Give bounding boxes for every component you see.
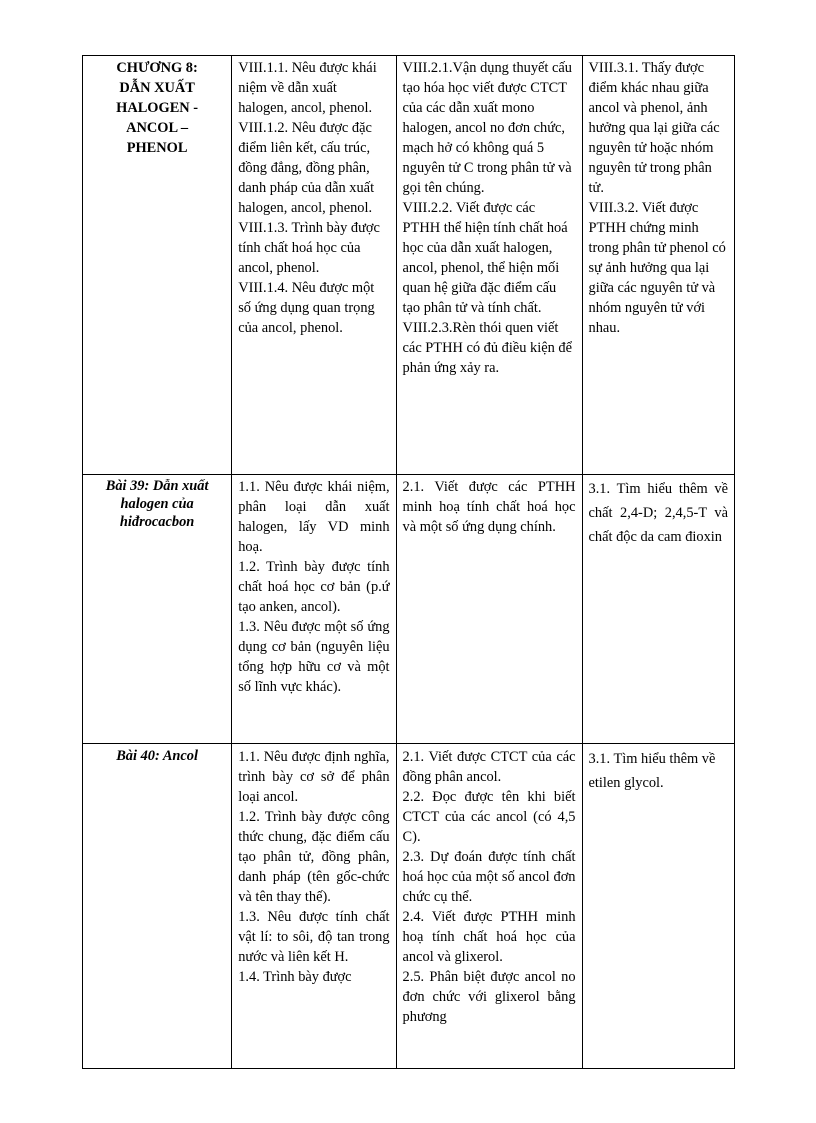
lesson-title-line: Bài 39: Dẫn xuất: [105, 478, 209, 494]
chapter-title-line: HALOGEN -: [116, 100, 199, 116]
lesson-title-cell: [83, 744, 232, 1069]
objective-item: 1.1. Nêu được khái niệm, phân loại dẫn xuất halogen, lấy VD minh hoạ.: [238, 479, 390, 555]
objective-item: 3.1. Tìm hiểu thêm về etilen glycol.: [588, 751, 716, 791]
skill-objectives-cell: [396, 475, 582, 744]
objective-item: 1.2. Trình bày được tính chất hoá học cơ bản (p.ứ tạo anken, ancol).: [238, 559, 390, 615]
objective-item: 2.1. Viết được CTCT của các đồng phân ancol.: [402, 749, 576, 785]
objective-item: 2.4. Viết được PTHH minh hoạ tính chất hoá học của ancol và glixerol.: [402, 909, 576, 965]
curriculum-table: [82, 55, 735, 1069]
advanced-objectives-cell: [582, 56, 734, 475]
objective-item: VIII.3.1. Thấy được điểm khác nhau giữa ancol và phenol, ảnh hưởng qua lại giữa các nguyên tử hoặc nhóm nguyên tử trong phân tử.: [588, 60, 720, 196]
lesson-title-cell: [83, 475, 232, 744]
objective-item: 1.2. Trình bày được công thức chung, đặc điểm cấu tạo phân tử, đồng phân, danh pháp (tên gốc-chức và tên thay thế).: [238, 809, 390, 905]
advanced-objectives-cell: [582, 744, 734, 1069]
objective-item: VIII.2.3.Rèn thói quen viết các PTHH có đủ điều kiện để phản ứng xảy ra.: [402, 320, 572, 376]
objective-item: VIII.3.2. Viết được PTHH chứng minh trong phân tử phenol có sự ảnh hưởng qua lại giữa các nguyên tử và nhóm nguyên tử với nhau.: [588, 200, 726, 336]
chapter-title-line: PHENOL: [126, 140, 188, 156]
chapter-title-line: ANCOL –: [126, 120, 189, 136]
table-row-chapter-8: [83, 56, 735, 475]
objective-item: 2.2. Đọc được tên khi biết CTCT của các ancol (có 4,5 C).: [402, 789, 576, 845]
objective-item: 2.5. Phân biệt được ancol no đơn chức với glixerol bằng phương: [402, 969, 576, 1025]
knowledge-objectives-cell: [232, 56, 396, 475]
lesson-title-line: hiđrocacbon: [119, 514, 195, 530]
skill-objectives-cell: [396, 744, 582, 1069]
objective-item: 1.4. Trình bày được: [238, 969, 352, 985]
lesson-title-line: halogen của: [120, 496, 194, 512]
objective-item: 1.1. Nêu được định nghĩa, trình bày cơ sở để phân loại ancol.: [238, 749, 390, 805]
advanced-objectives-cell: [582, 475, 734, 744]
chapter-title-line: DẪN XUẤT: [119, 80, 195, 96]
objective-item: 2.3. Dự đoán được tính chất hoá học của một số ancol đơn chức cụ thể.: [402, 849, 576, 905]
objective-item: VIII.1.4. Nêu được một số ứng dụng quan trọng của ancol, phenol.: [238, 280, 375, 336]
table-row-lesson-40: [83, 744, 735, 1069]
objective-item: VIII.2.2. Viết được các PTHH thể hiện tính chất hoá học của dẫn xuất halogen, ancol, phenol, thể hiện mối quan hệ giữa đặc điểm cấu tạo phân tử và tính chất.: [402, 200, 568, 316]
objective-item: 3.1. Tìm hiểu thêm về chất 2,4-D; 2,4,5-T và chất độc da cam đioxin: [588, 481, 728, 545]
table-row-lesson-39: [83, 475, 735, 744]
chapter-title-cell: [83, 56, 232, 475]
objective-item: VIII.1.3. Trình bày được tính chất hoá học của ancol, phenol.: [238, 220, 380, 276]
lesson-title-line: Bài 40: Ancol: [116, 748, 199, 764]
objective-item: 1.3. Nêu được một số ứng dụng cơ bản (nguyên liệu tổng hợp hữu cơ và một số lĩnh vực khác).: [238, 619, 390, 695]
objective-item: 2.1. Viết được các PTHH minh hoạ tính chất hoá học và một số ứng dụng chính.: [402, 479, 576, 535]
knowledge-objectives-cell: [232, 475, 396, 744]
knowledge-objectives-cell: [232, 744, 396, 1069]
objective-item: VIII.2.1.Vận dụng thuyết cấu tạo hóa học viết được CTCT của các dẫn xuất mono halogen, ancol no đơn chức, mạch hở có không quá 5 nguyên tử C trong phân tử và gọi tên chúng.: [402, 60, 572, 196]
objective-item: VIII.1.1. Nêu được khái niệm về dẫn xuất halogen, ancol, phenol.: [238, 60, 377, 116]
objective-item: 1.3. Nêu được tính chất vật lí: to sôi, độ tan trong nước và liên kết H.: [238, 909, 390, 965]
objective-item: VIII.1.2. Nêu được đặc điểm liên kết, cấu trúc, đồng đẳng, đồng phân, danh pháp của dẫn xuất halogen, ancol, phenol.: [238, 120, 375, 216]
skill-objectives-cell: [396, 56, 582, 475]
chapter-title-line: CHƯƠNG 8:: [116, 60, 198, 76]
